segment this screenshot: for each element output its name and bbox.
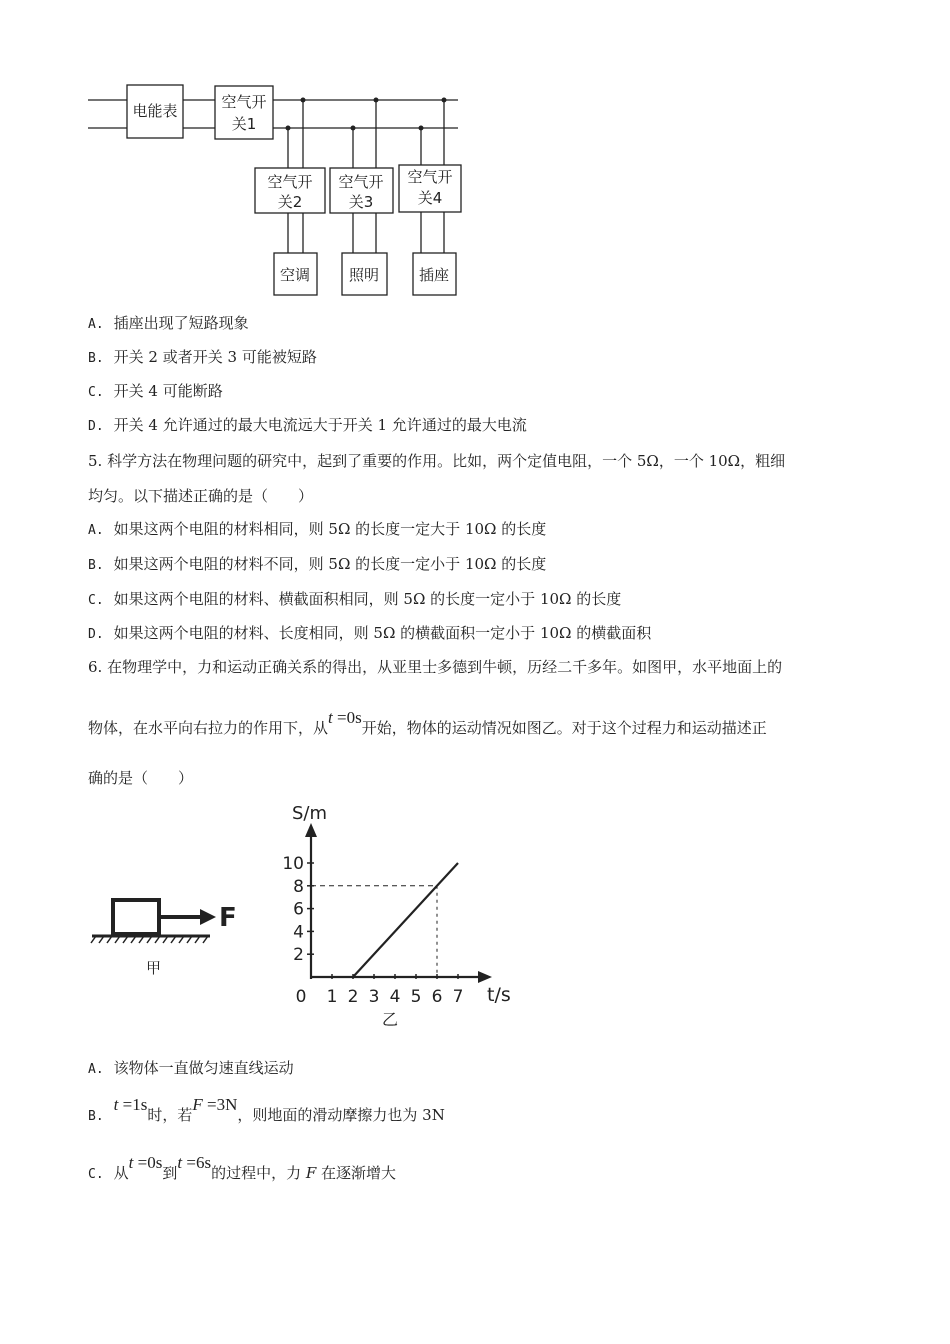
option-text: 在逐渐增大 <box>316 1164 397 1182</box>
y-axis-arrow <box>305 823 317 837</box>
math-value: =1s <box>118 1095 148 1114</box>
figure-jia-caption: 甲 <box>146 959 162 977</box>
force-label: F <box>219 903 237 933</box>
load-light-label: 照明 <box>348 266 380 284</box>
math-var: t <box>177 1153 183 1172</box>
option-text: 开关 2 或者开关 3 可能被短路 <box>113 348 317 366</box>
q5-option-d <box>88 623 651 645</box>
option-text: 从 <box>113 1164 129 1182</box>
option-letter: A. <box>88 523 104 538</box>
x-tick-label: 1 <box>326 987 338 1007</box>
q6-stem-line1: 6. 在物理学中，力和运动正确关系的得出，从亚里士多德到牛顿，历经二千多年。如图甲，水平地面上的 <box>88 658 783 676</box>
q4-option-b <box>88 347 317 369</box>
option-text: 的过程中，力 <box>211 1164 306 1182</box>
q6-option-c <box>88 1153 397 1185</box>
q4-option-a <box>88 313 249 335</box>
x-tick-label: 0 <box>295 987 307 1007</box>
option-letter: D. <box>88 627 104 642</box>
option-letter: A. <box>88 1062 104 1077</box>
x-axis-label: t/s <box>487 984 511 1006</box>
q5-stem-line1: 5. 科学方法在物理问题的研究中，起到了重要的作用。比如，两个定值电阻，一个 5Ω，一个 10Ω，粗细 <box>88 452 786 470</box>
option-letter: A. <box>88 317 104 332</box>
math-t1 <box>114 1095 148 1114</box>
x-tick-label: 2 <box>347 987 359 1007</box>
x-tick-label: 6 <box>431 987 443 1007</box>
q6-stem-line3: 确的是（ ） <box>88 769 194 787</box>
figure-yi-chart <box>280 795 530 1030</box>
switch1-label-l1: 空气开 <box>221 93 267 111</box>
switch1-label-l2: 关1 <box>231 115 257 133</box>
q6-stem-text: 物体，在水平向右拉力的作用下，从 <box>88 719 329 737</box>
circuit-diagram <box>80 75 470 305</box>
switch2-label-l2: 关2 <box>277 193 303 211</box>
option-letter: C. <box>88 593 104 608</box>
math-t6 <box>177 1153 211 1172</box>
math-value: =0s <box>332 708 362 727</box>
math-value: =0s <box>133 1153 163 1172</box>
option-letter: B. <box>88 351 104 366</box>
option-letter: C. <box>88 1167 104 1182</box>
math-value: =3N <box>202 1095 238 1114</box>
switch3-label-l2: 关3 <box>348 193 374 211</box>
block <box>113 900 159 934</box>
option-text: 插座出现了短路现象 <box>113 314 249 332</box>
q5-option-c <box>88 589 621 611</box>
meter-label: 电能表 <box>132 102 178 120</box>
option-text: 如果这两个电阻的材料、长度相同，则 5Ω 的横截面积一定小于 10Ω 的横截面积 <box>113 624 652 642</box>
y-tick-label: 6 <box>293 899 304 920</box>
q6-stem-line2 <box>88 708 767 738</box>
math-var: F <box>192 1095 203 1114</box>
switch2-label-l1: 空气开 <box>267 173 313 191</box>
option-letter: B. <box>88 1109 104 1124</box>
q6-option-b <box>88 1095 445 1127</box>
q4-option-c <box>88 381 223 403</box>
option-text: 开关 4 允许通过的最大电流远大于开关 1 允许通过的最大电流 <box>113 416 527 434</box>
x-tick-label: 4 <box>389 987 401 1007</box>
q6-option-a <box>88 1058 294 1080</box>
q6-stem-text: 开始，物体的运动情况如图乙。对于这个过程力和运动描述正 <box>361 719 767 737</box>
math-var: t <box>328 708 333 727</box>
option-letter: D. <box>88 419 104 434</box>
x-axis-arrow <box>478 971 492 983</box>
option-letter: B. <box>88 558 104 573</box>
q5-option-a <box>88 519 546 541</box>
switch3-label-l1: 空气开 <box>338 173 384 191</box>
option-text: ，则地面的滑动摩擦力也为 3N <box>237 1106 445 1124</box>
figure-jia <box>88 885 248 980</box>
math-var: t <box>113 1095 119 1114</box>
option-text: 如果这两个电阻的材料相同，则 5Ω 的长度一定大于 10Ω 的长度 <box>113 520 547 538</box>
switch4-label-l1: 空气开 <box>407 168 453 186</box>
option-text: 该物体一直做匀速直线运动 <box>113 1059 294 1077</box>
x-tick-label: 7 <box>452 987 464 1007</box>
q5-option-b <box>88 554 546 576</box>
option-text: 如果这两个电阻的材料不同，则 5Ω 的长度一定小于 10Ω 的长度 <box>113 555 547 573</box>
math-value: =6s <box>182 1153 212 1172</box>
option-letter: C. <box>88 385 104 400</box>
q4-option-d <box>88 415 527 437</box>
option-text: 如果这两个电阻的材料、横截面积相同，则 5Ω 的长度一定小于 10Ω 的长度 <box>113 590 622 608</box>
math-var: F <box>305 1164 317 1182</box>
y-axis-label: S/m <box>292 803 328 824</box>
y-tick-label: 10 <box>282 854 304 874</box>
math-t0 <box>328 708 362 727</box>
load-socket-label: 插座 <box>418 266 450 284</box>
math-f <box>192 1095 237 1114</box>
y-tick-label: 8 <box>293 876 304 897</box>
option-text: 时，若 <box>147 1106 193 1124</box>
y-tick-label: 2 <box>293 945 304 966</box>
y-tick-label: 4 <box>293 922 304 943</box>
q5-stem-line2: 均匀。以下描述正确的是（ ） <box>88 487 314 505</box>
series-line <box>353 863 458 977</box>
load-ac-label: 空调 <box>279 266 311 284</box>
figure-yi-caption: 乙 <box>382 1010 399 1029</box>
option-text: 开关 4 可能断路 <box>113 382 223 400</box>
option-text: 到 <box>162 1164 178 1182</box>
x-tick-label: 5 <box>410 987 422 1007</box>
math-t0 <box>129 1153 163 1172</box>
switch4-label-l2: 关4 <box>417 189 443 207</box>
x-tick-label: 3 <box>368 987 380 1007</box>
math-var: t <box>128 1153 134 1172</box>
